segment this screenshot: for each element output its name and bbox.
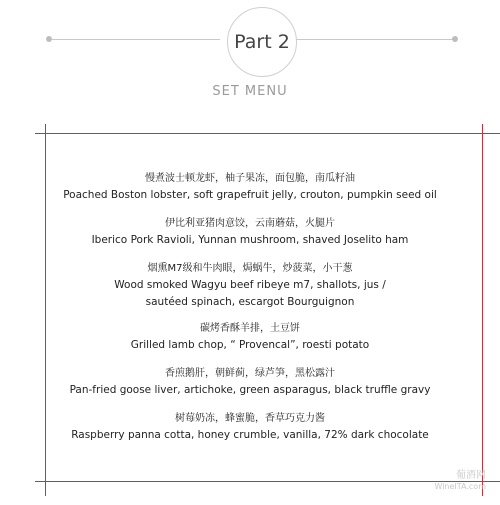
part-label: Part 2	[234, 31, 290, 53]
section-title: SET MENU	[212, 84, 288, 99]
course-item	[0, 320, 500, 354]
header-line-right	[296, 39, 454, 40]
course-title-zh: 慢煮波士顿龙虾，柚子果冻，面包脆，南瓜籽油	[145, 173, 355, 184]
watermark-en: WineITA.com	[434, 482, 486, 491]
course-description-en: Iberico Pork Ravioli, Yunnan mushroom, shaved Joselito ham	[91, 234, 409, 246]
course-item	[0, 260, 500, 311]
frame-top-line	[35, 133, 500, 134]
course-title-zh: 香煎鹅肝，朝鲜蓟，绿芦笋，黑松露汁	[165, 368, 335, 379]
course-item	[0, 215, 500, 249]
course-description-en: Wood smoked Wagyu beef ribeye m7, shallots, jus /	[114, 279, 386, 291]
menu-course-list	[0, 170, 500, 444]
course-item	[0, 410, 500, 444]
course-item	[0, 170, 500, 204]
course-title-zh: 树莓奶冻，蜂蜜脆，香草巧克力酱	[175, 413, 325, 424]
course-description-en-line2: sautéed spinach, escargot Bourguignon	[145, 296, 355, 308]
course-description-en: Grilled lamb chop, “ Provencal”, roesti potato	[130, 339, 370, 351]
course-title-zh: 烟熏M7级和牛肉眼，焗蜗牛，炒菠菜，小干葱	[147, 263, 353, 274]
course-title-zh: 碳烤香酥羊排，土豆饼	[200, 323, 300, 334]
watermark-zh: 葡酒网	[456, 470, 486, 481]
course-description-en: Pan-fried goose liver, artichoke, green asparagus, black truffle gravy	[69, 384, 431, 396]
header-dot-right	[452, 36, 458, 42]
header-line-left	[52, 39, 220, 40]
part-badge	[227, 7, 297, 77]
course-item	[0, 365, 500, 399]
watermark	[434, 470, 486, 492]
course-description-en: Poached Boston lobster, soft grapefruit jelly, crouton, pumpkin seed oil	[63, 189, 437, 201]
frame-bottom-line	[35, 481, 500, 482]
course-title-zh: 伊比利亚猪肉意饺，云南蘑菇，火腿片	[165, 218, 335, 229]
course-description-en: Raspberry panna cotta, honey crumble, vanilla, 72% dark chocolate	[71, 429, 429, 441]
header-dot-left	[46, 36, 52, 42]
